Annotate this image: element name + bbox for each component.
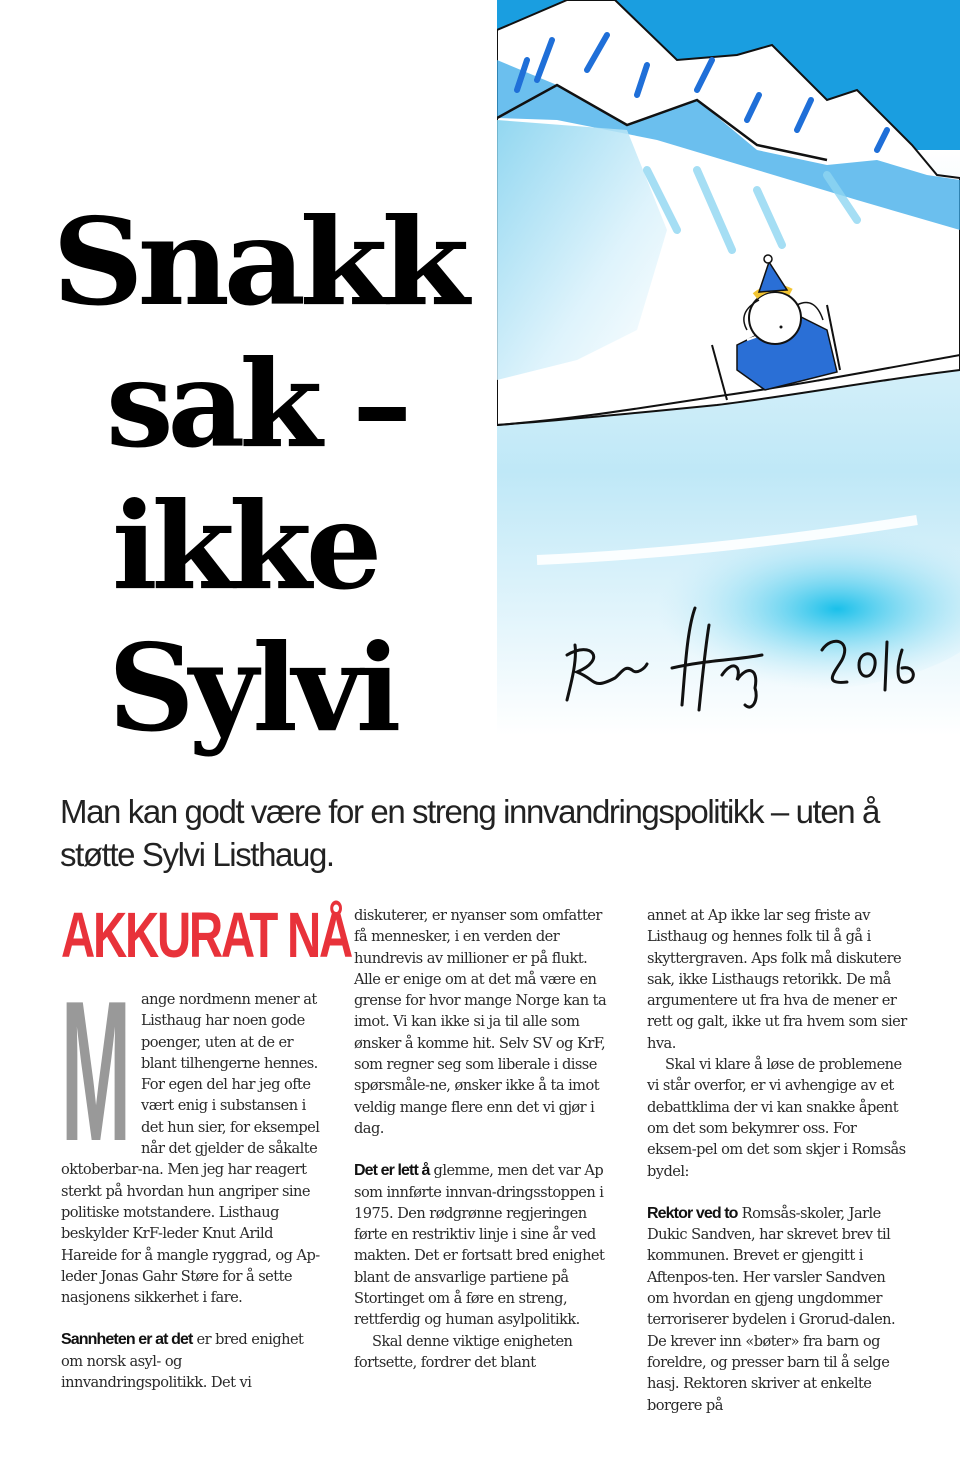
paragraph: Skal vi klare å løse de problemene vi står overfor, er vi avhengige av et debattklima der vi kan snakke åpent om det som bekymrer oss. For eksem-pel om det som skjer i Romsås bydel: bbox=[647, 1056, 906, 1180]
headline-line: Sylvi bbox=[108, 618, 396, 759]
paragraph-lead-in: Sannheten er at det bbox=[61, 1331, 193, 1349]
paragraph-text: Romsås-skoler, Jarle Dukic Sandven, har skrevet brev til kommunen. Brevet er gjengitt i Aftenpos-ten. Her varsler Sandven om hvordan en gjeng ungdommer terroriserer bydelen i Grorud-dalen. De krever inn «bøter» fra barn og foreldre, og presser barn til å selge hasj. Rektoren skriver at enkelte borgere på bbox=[647, 1204, 896, 1414]
headline bbox=[52, 192, 492, 760]
paragraph-lead-in: Det er lett å bbox=[354, 1162, 430, 1180]
paragraph bbox=[354, 1160, 616, 1330]
paragraph bbox=[61, 1329, 323, 1393]
headline-line: Snakk bbox=[52, 192, 464, 333]
drop-cap-letter: M bbox=[61, 992, 130, 1150]
paragraph: ange nordmenn mener at Listhaug har noen gode poenger, uten at de er blant tilhengerne hennes. For egen del har jeg ofte vært enig i substansen i det hun sier, for eksempel når det gjelder de såkalte oktoberbar-na. Men jeg har reagert sterkt på hvordan hun angriper sine politiske motstandere. Listhaug beskylder KrF-leder Knut Arild Hareide for å mangle ryggrad, og Ap-leder Jonas Gahr Støre for å sette nasjonens sikkerhet i fare. bbox=[61, 991, 320, 1307]
ingress: Man kan godt være for en streng innvandringspolitikk – uten å støtte Sylvi Listhaug. bbox=[60, 793, 879, 873]
headline-line: ikke bbox=[112, 476, 377, 617]
paragraph: annet at Ap ikke lar seg friste av Listhaug og hennes folk til å gå i skyttergraven. Aps folk må diskutere sak, ikke Listhaugs retorikk. De må argumentere ut fra hva de mener er rett og galt, ikke ut fra hvem som sier hva. bbox=[647, 907, 907, 1052]
cartoon-svg bbox=[497, 0, 960, 735]
paragraph-text: er bred enighet om norsk asyl- og innvandringspolitikk. Det vi bbox=[61, 1331, 304, 1392]
article-column-3 bbox=[647, 905, 909, 1416]
paragraph bbox=[647, 1203, 909, 1416]
drop-cap bbox=[61, 992, 131, 1150]
paragraph-text: glemme, men det var Ap som innførte innvan-dringsstoppen i 1975. Den rødgrønne regjeringen førte en restriktiv linje i sine år ved makten. Det er fortsatt bred enighet blant de ansvarlige partiene på Stortinget om å føre en streng, rettferdig og human asylpolitikk. bbox=[354, 1162, 605, 1329]
article-column-1 bbox=[61, 899, 351, 1393]
cartoon-illustration bbox=[497, 0, 960, 735]
paragraph-lead-in: Rektor ved to bbox=[647, 1204, 738, 1222]
article-column-2 bbox=[354, 905, 616, 1373]
paragraph: Skal denne viktige enigheten fortsette, fordrer det blant bbox=[354, 1332, 573, 1371]
section-kicker: AKKURAT NÅ bbox=[61, 899, 351, 971]
headline-line: sak – bbox=[106, 334, 407, 475]
paragraph: diskuterer, er nyanser som omfatter få mennesker, i en verden der hundrevis av millioner er på flukt. Alle er enige om at det må være en grense for hvor mange Norge kan ta imot. Vi kan ikke si ja til alle som ønsker å komme hit. Selv SV og KrF, som regner seg som liberale i disse spørsmåle-ne, ønsker ikke å ta imot veldig mange flere enn det vi gjør i dag. bbox=[354, 907, 607, 1137]
